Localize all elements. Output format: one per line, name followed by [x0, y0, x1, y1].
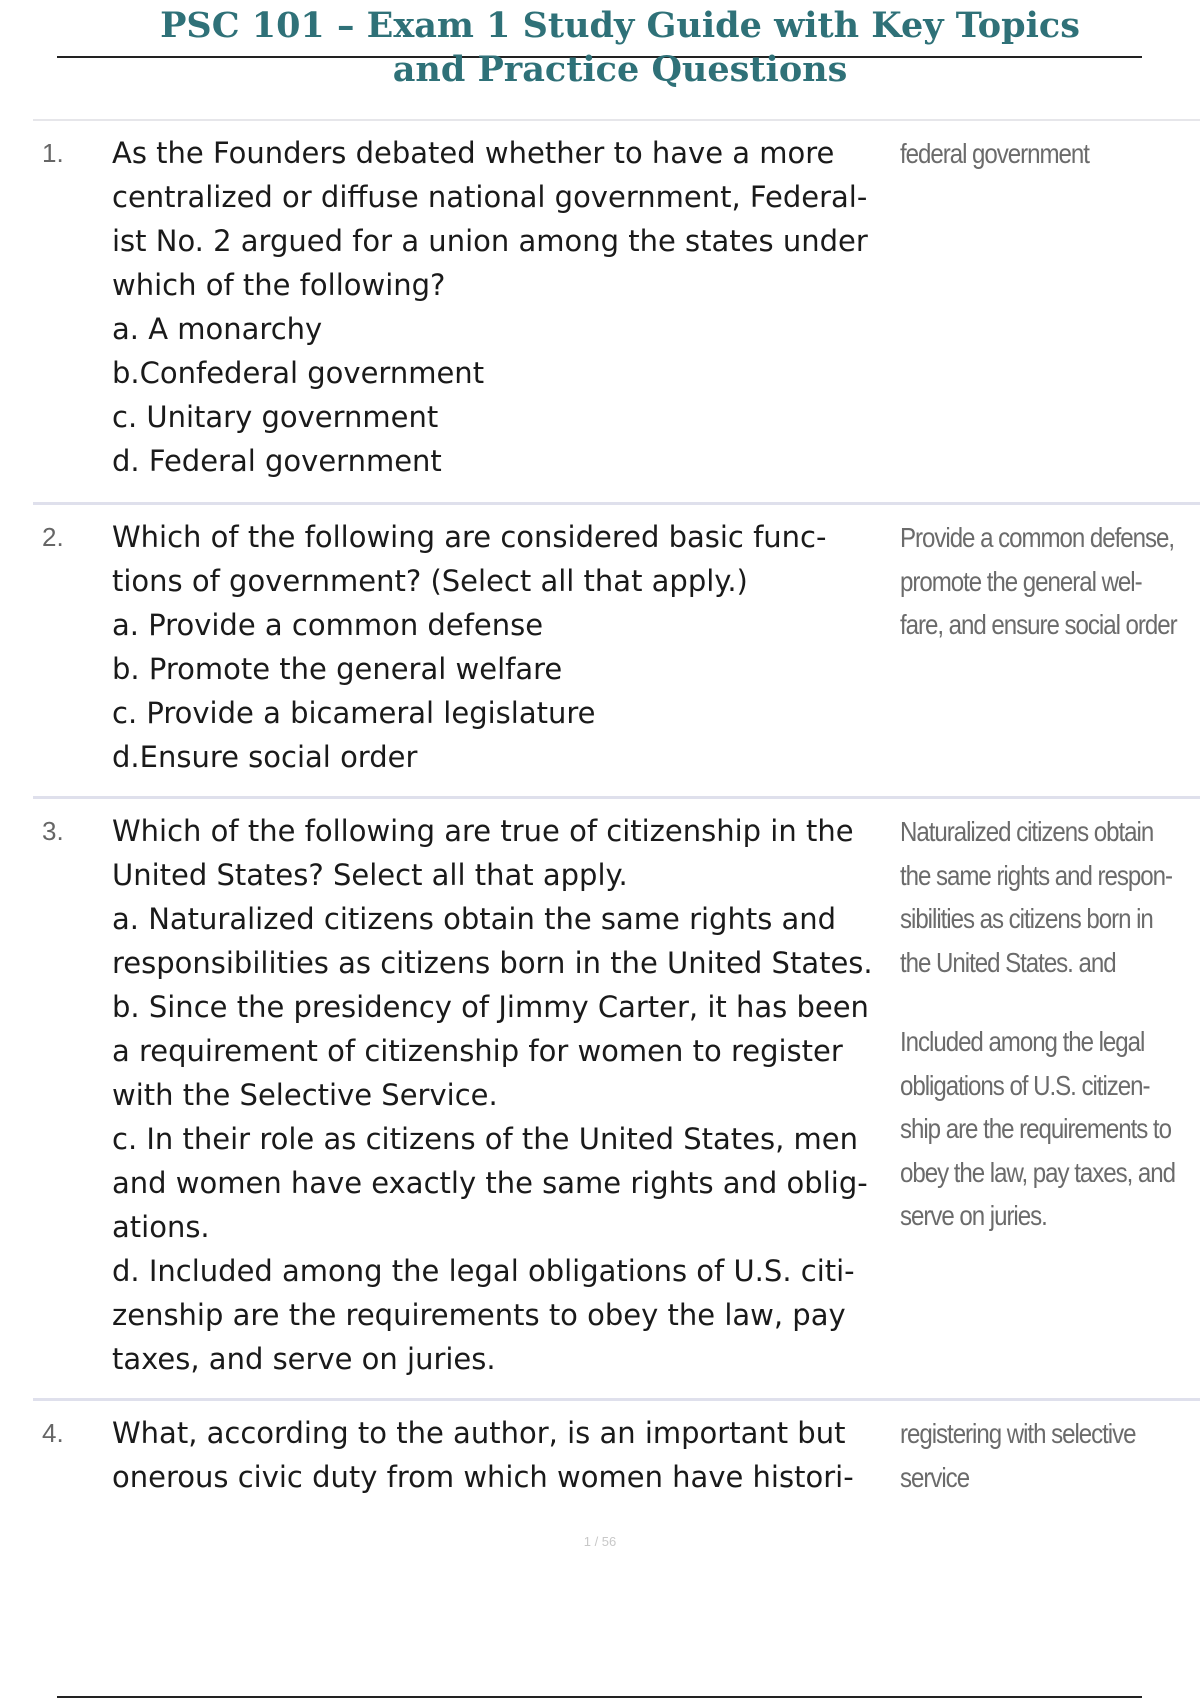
answer-line: ship are the requirements to: [900, 1113, 1171, 1144]
question-line: United States? Select all that apply.: [112, 858, 628, 892]
answer-key: [900, 810, 1172, 984]
question-text: [112, 809, 902, 1381]
question-number: 1.: [42, 138, 64, 168]
question-text: [112, 1411, 902, 1499]
answer-line: promote the general wel-: [900, 565, 1142, 597]
answer-key: [900, 1412, 1149, 1499]
answer-option: b. Promote the general welfare: [112, 652, 563, 686]
question-number: 3.: [42, 816, 64, 846]
answer-line: Included among the legal: [900, 1026, 1145, 1057]
question-line: Which of the following are true of citizenship in the: [112, 814, 854, 848]
bottom-rule: [57, 1696, 1142, 1698]
separator: [33, 1398, 1200, 1401]
answer-option: c. Unitary government: [112, 400, 439, 434]
answer-option: a. Naturalized citizens obtain the same rights and: [112, 902, 837, 936]
answer-option: a requirement of citizenship for women to register: [112, 1034, 843, 1068]
document-title-line-1: PSC 101 – Exam 1 Study Guide with Key Topics: [160, 5, 1080, 46]
answer-option: d. Included among the legal obligations of U.S. citi-: [112, 1254, 855, 1288]
answer-option: b.Confederal government: [112, 356, 485, 390]
answer-option: and women have exactly the same rights and oblig-: [112, 1166, 868, 1200]
question-line: tions of government? (Select all that apply.): [112, 564, 748, 598]
question-text: [112, 131, 902, 483]
question-line: onerous civic duty from which women have histori-: [112, 1460, 854, 1494]
answer-option: with the Selective Service.: [112, 1078, 498, 1112]
answer-key: [900, 132, 1149, 176]
answer-line: fare, and ensure social order: [900, 609, 1177, 640]
answer-option: c. Provide a bicameral legislature: [112, 696, 596, 730]
document-title-line-2: and Practice Questions: [392, 49, 848, 90]
separator: [33, 502, 1200, 505]
answer-line: service: [900, 1461, 970, 1493]
answer-option: zenship are the requirements to obey the law, pay: [112, 1298, 846, 1332]
answer-line: the same rights and respon-: [900, 859, 1172, 891]
question-line: As the Founders debated whether to have a more: [112, 136, 835, 170]
answer-line: serve on juries.: [900, 1200, 1047, 1231]
question-line: Which of the following are considered basic func-: [112, 520, 827, 554]
answer-option: taxes, and serve on juries.: [112, 1342, 496, 1376]
answer-key-continued: [900, 1020, 1175, 1238]
answer-option: d. Federal government: [112, 444, 442, 478]
question-line: centralized or diffuse national government, Federal-: [112, 180, 868, 214]
answer-option: responsibilities as citizens born in the United States.: [112, 946, 873, 980]
answer-option: b. Since the presidency of Jimmy Carter, it has been: [112, 990, 869, 1024]
answer-line: Naturalized citizens obtain: [900, 816, 1154, 847]
answer-option: c. In their role as citizens of the United States, men: [112, 1122, 859, 1156]
answer-line: registering with selective: [900, 1418, 1136, 1449]
answer-line: Provide a common defense,: [900, 522, 1175, 553]
separator: [33, 119, 1200, 121]
answer-line: obligations of U.S. citizen-: [900, 1069, 1150, 1101]
page-indicator: 1 / 56: [583, 1534, 617, 1549]
answer-line: the United States. and: [900, 946, 1116, 978]
answer-line: federal government: [900, 138, 1089, 169]
answer-option: a. Provide a common defense: [112, 608, 544, 642]
answer-key: [900, 516, 1177, 647]
answer-line: obey the law, pay taxes, and: [900, 1156, 1175, 1188]
question-number: 4.: [42, 1418, 64, 1448]
answer-option: ations.: [112, 1210, 210, 1244]
separator: [33, 796, 1200, 799]
answer-line: sibilities as citizens born in: [900, 903, 1153, 934]
question-line: ist No. 2 argued for a union among the states under: [112, 224, 868, 258]
question-line: What, according to the author, is an important but: [112, 1416, 846, 1450]
question-text: [112, 515, 902, 779]
question-number: 2.: [42, 522, 64, 552]
question-line: which of the following?: [112, 268, 446, 302]
answer-option: a. A monarchy: [112, 312, 323, 346]
answer-option: d.Ensure social order: [112, 740, 418, 774]
